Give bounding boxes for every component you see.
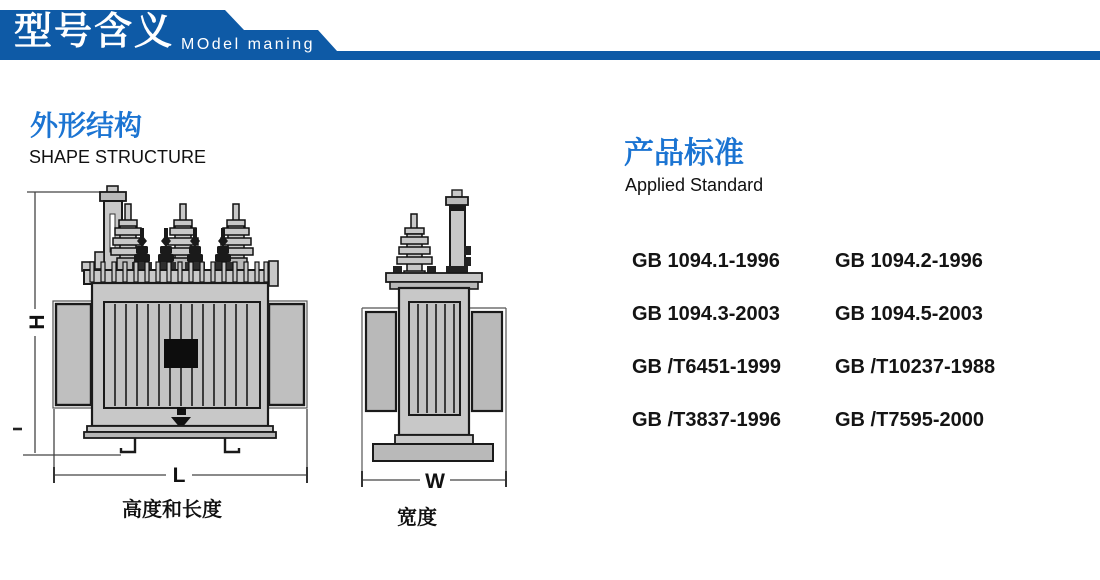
conservator-column xyxy=(95,186,130,270)
dim-label-w: W xyxy=(425,470,445,493)
standard-item: GB /T3837-1996 xyxy=(632,409,781,431)
standard-item: GB 1094.5-2003 xyxy=(835,303,983,325)
length-dimension xyxy=(54,409,307,487)
transformer-front-view xyxy=(13,186,307,487)
lv-bushings xyxy=(132,228,233,271)
standards-list xyxy=(632,250,995,462)
standard-item: GB 1094.3-2003 xyxy=(632,303,780,325)
height-dimension xyxy=(13,192,121,455)
shape-section-title-cn: 外形结构 xyxy=(30,110,143,141)
side-hv-bushing xyxy=(393,214,436,279)
transformer-side-view xyxy=(362,190,506,493)
drain-valve-arrow xyxy=(171,407,191,429)
standards-section-title-en: Applied Standard xyxy=(625,175,764,195)
dim-label-l: L xyxy=(172,464,186,487)
standard-item: GB /T7595-2000 xyxy=(835,409,984,431)
standard-item: GB 1094.1-1996 xyxy=(632,250,780,272)
shape-section-title-en: SHAPE STRUCTURE xyxy=(29,147,207,167)
standard-item: GB 1094.2-1996 xyxy=(835,250,983,272)
tank-lid xyxy=(82,261,278,286)
hv-bushings xyxy=(111,204,253,271)
side-view-caption: 宽度 xyxy=(397,507,437,529)
page-title: 型号含义 xyxy=(14,11,175,53)
standard-item: GB /T10237-1988 xyxy=(835,356,996,378)
page-subtitle: MOdel maning xyxy=(181,36,316,53)
standard-item: GB /T6451-1999 xyxy=(632,356,781,378)
width-dimension xyxy=(362,470,506,493)
standards-section-title-cn: 产品标准 xyxy=(624,137,744,170)
front-view-caption: 高度和长度 xyxy=(122,499,222,521)
side-column xyxy=(446,190,471,273)
nameplate xyxy=(164,339,198,368)
dim-label-h: H xyxy=(26,314,49,330)
